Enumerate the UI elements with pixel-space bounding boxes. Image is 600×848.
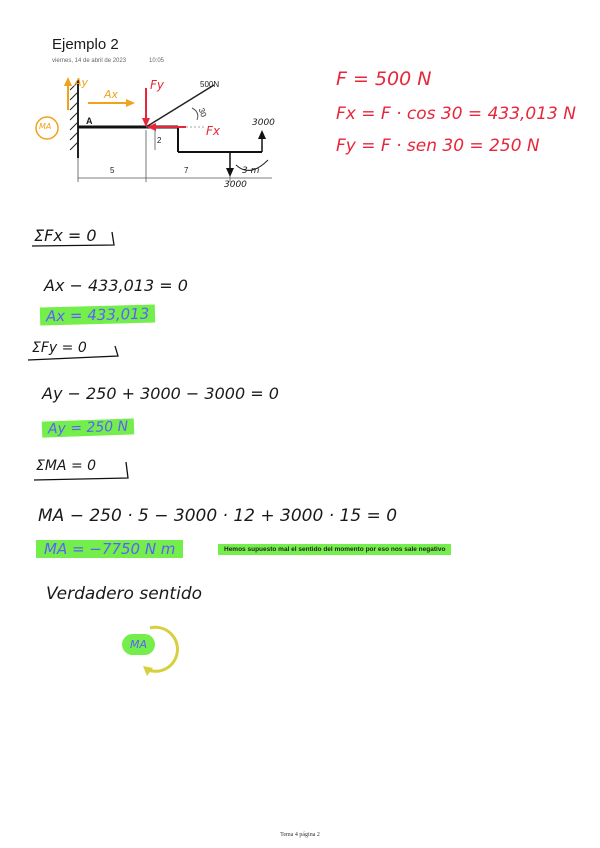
page-time: 10:05 [149,58,165,64]
ma-equation: MA − 250 · 5 − 3000 · 12 + 3000 · 15 = 0 [38,506,398,526]
dim-5-label: 5 [110,166,115,175]
ma-true-sense-marker: MA [122,634,155,655]
ax-result: Ax = 433,013 [40,304,156,325]
ay-equation: Ay − 250 + 3000 − 3000 = 0 [42,384,279,403]
load-down-label: 3000 [224,180,247,190]
true-sense-label: Verdadero sentido [46,584,203,604]
page-date: viernes, 14 de abril de 2023 [52,58,127,64]
ax-equation: Ax − 433,013 = 0 [44,276,188,295]
page-title: Ejemplo 2 [52,36,119,53]
angle-label: 30 [196,106,209,119]
ma-label: MA [39,122,52,131]
force-500n-label: 500N [200,80,220,89]
given-fy: Fy = F · sen 30 = 250 N [336,136,540,156]
dim-7-label: 7 [184,166,189,175]
fy-label: Fy [150,78,165,92]
ma-result: MA = −7750 N m [36,540,183,558]
sum-fy-heading: ΣFy = 0 [32,340,87,356]
ay-result: Ay = 250 N [42,418,135,437]
given-fx: Fx = F · cos 30 = 433,013 N [336,104,576,124]
point-a-label: A [86,116,93,126]
ax-label: Ax [104,88,119,101]
load-right-label: 3000 [252,118,275,128]
fx-label: Fx [206,124,221,138]
sum-ma-heading: ΣMA = 0 [36,458,97,474]
given-f: F = 500 N [336,68,432,90]
dim-3m-label: 3 m [242,166,260,176]
vertical-dim-label: 2 [157,136,162,145]
page-footer: Tema 4 página 2 [280,832,320,838]
ay-label: Ay [74,76,89,89]
sign-note: Hemos supuesto mal el sentido del momento por eso nos sale negativo [218,544,451,555]
sum-fx-heading: ΣFx = 0 [34,226,97,245]
